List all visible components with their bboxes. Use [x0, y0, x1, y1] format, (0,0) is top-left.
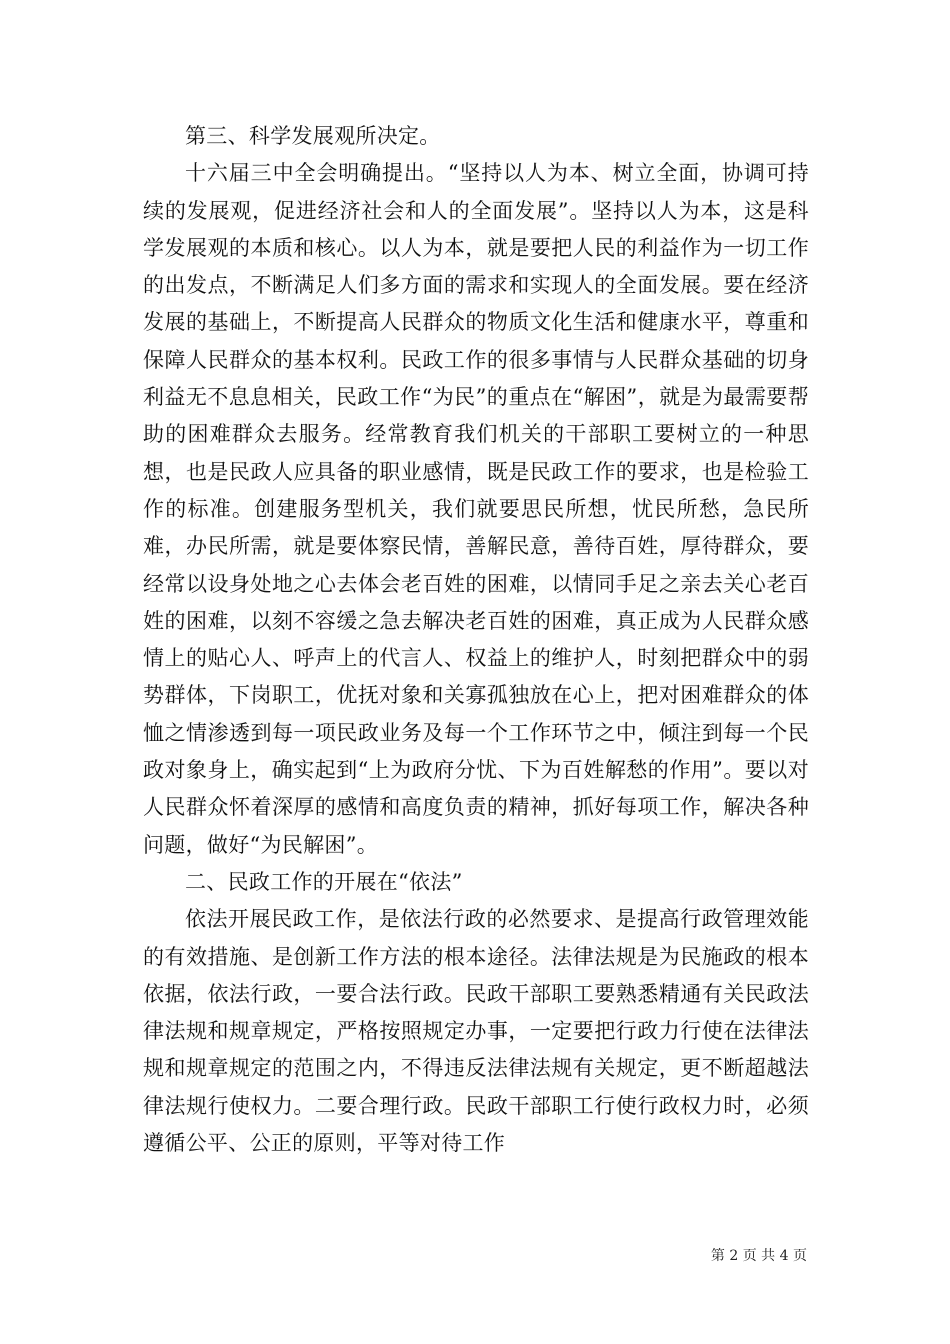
- paragraph-rule-of-law: 依法开展民政工作，是依法行政的必然要求、是提高行政管理效能的有效措施、是创新工作方法的根本途径。法律法规是为民施政的根本依据，依法行政，一要合法行政。民政干部职工要熟悉精通有关民政法律法规和规章规定，严格按照规定办事，一定要把行政力行使在法律法规和规章规定的范围之内，不得违反法律法规有关规定，更不断超越法律法规行使权力。二要合理行政。民政干部职工行使行政权力时，必须遵循公平、公正的原则，平等对待工作: [143, 907, 809, 1156]
- page-number-footer: 第 2 页 共 4 页: [710, 1248, 807, 1264]
- section-heading-rule-of-law: 二、民政工作的开展在“依法”: [185, 869, 463, 894]
- paragraph-scientific-development: 十六届三中全会明确提出。“坚持以人为本、树立全面，协调可持续的发展观，促进经济社会和人的全面发展”。坚持以人为本，这是科学发展观的本质和核心。以人为本，就是要把人民的利益作为一切工作的出发点，不断满足人们多方面的需求和实现人的全面发展。要在经济发展的基础上，不断提高人民群众的物质文化生活和健康水平，尊重和保障人民群众的基本权利。民政工作的很多事情与人民群众基础的切身利益无不息息相关，民政工作“为民”的重点在“解困”，就是为最需要帮助的困难群众去服务。经常教育我们机关的干部职工要树立的一种思想，也是民政人应具备的职业感情，既是民政工作的要求，也是检验工作的标准。创建服务型机关，我们就要思民所想，忧民所愁，急民所难，办民所需，就是要体察民情，善解民意，善待百姓，厚待群众，要经常以设身处地之心去体会老百姓的困难，以情同手足之亲去关心老百姓的困难，以刻不容缓之急去解决老百姓的困难，真正成为人民群众感情上的贴心人、呼声上的代言人、权益上的维护人，时刻把群众中的弱势群体，下岗职工，优抚对象和关寡孤独放在心上，把对困难群众的体恤之情渗透到每一项民政业务及每一个工作环节之中，倾注到每一个民政对象身上，确实起到“上为政府分忧、下为百姓解愁的作用”。要以对人民群众怀着深厚的感情和高度负责的精神，抓好每项工作，解决各种问题，做好“为民解困”。: [143, 161, 809, 857]
- section-heading-third: 第三、科学发展观所决定。: [185, 124, 441, 148]
- body-text: [143, 118, 809, 1162]
